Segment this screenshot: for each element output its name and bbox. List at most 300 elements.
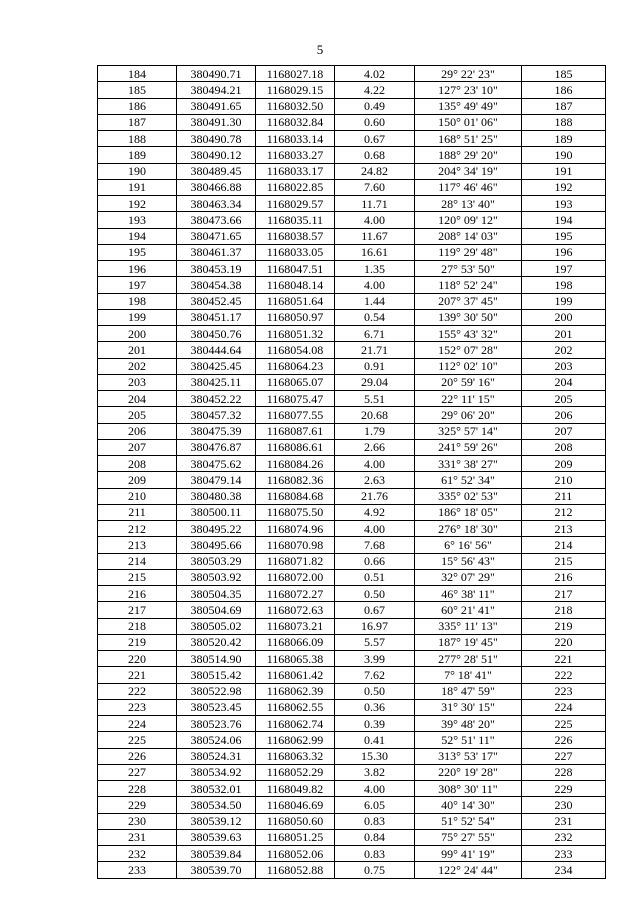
x-coordinate-cell: 380452.45 (177, 293, 256, 309)
x-coordinate-cell: 380539.12 (177, 813, 256, 829)
x-coordinate-cell: 380532.01 (177, 781, 256, 797)
point-to-cell: 230 (522, 797, 606, 813)
distance-cell: 0.54 (335, 309, 415, 325)
bearing-cell: 277° 28' 51" (415, 651, 522, 667)
table-row (98, 163, 606, 179)
x-coordinate-cell: 380461.37 (177, 244, 256, 260)
point-from-cell: 204 (98, 391, 177, 407)
distance-cell: 4.22 (335, 82, 415, 98)
y-coordinate-cell: 1168050.60 (256, 813, 335, 829)
bearing-cell: 331° 38' 27" (415, 456, 522, 472)
point-to-cell: 195 (522, 228, 606, 244)
point-from-cell: 198 (98, 293, 177, 309)
distance-cell: 5.51 (335, 391, 415, 407)
bearing-cell: 220° 19' 28" (415, 764, 522, 780)
y-coordinate-cell: 1168051.64 (256, 293, 335, 309)
x-coordinate-cell: 380475.62 (177, 456, 256, 472)
point-to-cell: 220 (522, 634, 606, 650)
table-row (98, 602, 606, 618)
y-coordinate-cell: 1168033.14 (256, 131, 335, 147)
x-coordinate-cell: 380463.34 (177, 196, 256, 212)
y-coordinate-cell: 1168065.07 (256, 374, 335, 390)
y-coordinate-cell: 1168062.39 (256, 683, 335, 699)
distance-cell: 4.00 (335, 277, 415, 293)
point-to-cell: 224 (522, 699, 606, 715)
bearing-cell: 188° 29' 20" (415, 147, 522, 163)
bearing-cell: 335° 11' 13" (415, 618, 522, 634)
x-coordinate-cell: 380514.90 (177, 651, 256, 667)
y-coordinate-cell: 1168086.61 (256, 439, 335, 455)
table-row (98, 147, 606, 163)
table-row (98, 846, 606, 862)
x-coordinate-cell: 380450.76 (177, 326, 256, 342)
point-from-cell: 210 (98, 488, 177, 504)
y-coordinate-cell: 1168084.26 (256, 456, 335, 472)
point-from-cell: 207 (98, 439, 177, 455)
bearing-cell: 75° 27' 55" (415, 829, 522, 845)
point-to-cell: 211 (522, 488, 606, 504)
table-row (98, 504, 606, 520)
point-from-cell: 218 (98, 618, 177, 634)
table-row (98, 634, 606, 650)
y-coordinate-cell: 1168033.05 (256, 244, 335, 260)
point-to-cell: 213 (522, 521, 606, 537)
table-row (98, 764, 606, 780)
distance-cell: 21.76 (335, 488, 415, 504)
point-to-cell: 207 (522, 423, 606, 439)
bearing-cell: 139° 30' 50" (415, 309, 522, 325)
bearing-cell: 51° 52' 54" (415, 813, 522, 829)
y-coordinate-cell: 1168054.08 (256, 342, 335, 358)
point-to-cell: 197 (522, 261, 606, 277)
table-row (98, 66, 606, 82)
point-from-cell: 216 (98, 586, 177, 602)
bearing-cell: 39° 48' 20" (415, 716, 522, 732)
table-row (98, 407, 606, 423)
point-from-cell: 232 (98, 846, 177, 862)
x-coordinate-cell: 380491.65 (177, 98, 256, 114)
point-from-cell: 212 (98, 521, 177, 537)
y-coordinate-cell: 1168062.99 (256, 732, 335, 748)
point-from-cell: 195 (98, 244, 177, 260)
point-to-cell: 227 (522, 748, 606, 764)
x-coordinate-cell: 380479.14 (177, 472, 256, 488)
x-coordinate-cell: 380500.11 (177, 504, 256, 520)
point-to-cell: 188 (522, 114, 606, 130)
y-coordinate-cell: 1168046.69 (256, 797, 335, 813)
y-coordinate-cell: 1168032.84 (256, 114, 335, 130)
table-row (98, 651, 606, 667)
distance-cell: 2.63 (335, 472, 415, 488)
distance-cell: 3.82 (335, 764, 415, 780)
point-from-cell: 221 (98, 667, 177, 683)
y-coordinate-cell: 1168048.14 (256, 277, 335, 293)
bearing-cell: 186° 18' 05" (415, 504, 522, 520)
y-coordinate-cell: 1168049.82 (256, 781, 335, 797)
point-to-cell: 219 (522, 618, 606, 634)
distance-cell: 0.49 (335, 98, 415, 114)
x-coordinate-cell: 380539.84 (177, 846, 256, 862)
table-row (98, 618, 606, 634)
point-from-cell: 214 (98, 553, 177, 569)
table-row (98, 374, 606, 390)
table-row (98, 781, 606, 797)
point-from-cell: 200 (98, 326, 177, 342)
x-coordinate-cell: 380425.45 (177, 358, 256, 374)
point-from-cell: 219 (98, 634, 177, 650)
y-coordinate-cell: 1168066.09 (256, 634, 335, 650)
y-coordinate-cell: 1168082.36 (256, 472, 335, 488)
x-coordinate-cell: 380452.22 (177, 391, 256, 407)
point-from-cell: 199 (98, 309, 177, 325)
table-row (98, 716, 606, 732)
y-coordinate-cell: 1168032.50 (256, 98, 335, 114)
point-from-cell: 185 (98, 82, 177, 98)
point-to-cell: 202 (522, 342, 606, 358)
point-to-cell: 206 (522, 407, 606, 423)
y-coordinate-cell: 1168050.97 (256, 309, 335, 325)
x-coordinate-cell: 380539.63 (177, 829, 256, 845)
y-coordinate-cell: 1168087.61 (256, 423, 335, 439)
x-coordinate-cell: 380490.71 (177, 66, 256, 82)
point-to-cell: 217 (522, 586, 606, 602)
table-row (98, 244, 606, 260)
point-from-cell: 224 (98, 716, 177, 732)
table-row (98, 521, 606, 537)
point-to-cell: 191 (522, 163, 606, 179)
distance-cell: 4.00 (335, 212, 415, 228)
bearing-cell: 29° 06' 20" (415, 407, 522, 423)
bearing-cell: 46° 38' 11" (415, 586, 522, 602)
point-to-cell: 225 (522, 716, 606, 732)
point-from-cell: 222 (98, 683, 177, 699)
point-from-cell: 192 (98, 196, 177, 212)
y-coordinate-cell: 1168029.15 (256, 82, 335, 98)
table-row (98, 342, 606, 358)
point-from-cell: 213 (98, 537, 177, 553)
y-coordinate-cell: 1168033.17 (256, 163, 335, 179)
bearing-cell: 112° 02' 10" (415, 358, 522, 374)
point-from-cell: 194 (98, 228, 177, 244)
table-body (98, 66, 606, 879)
y-coordinate-cell: 1168062.55 (256, 699, 335, 715)
x-coordinate-cell: 380425.11 (177, 374, 256, 390)
table-row (98, 228, 606, 244)
table-row (98, 456, 606, 472)
point-from-cell: 231 (98, 829, 177, 845)
table-row (98, 196, 606, 212)
table-row (98, 277, 606, 293)
bearing-cell: 241° 59' 26" (415, 439, 522, 455)
x-coordinate-cell: 380454.38 (177, 277, 256, 293)
bearing-cell: 135° 49' 49" (415, 98, 522, 114)
point-to-cell: 231 (522, 813, 606, 829)
point-to-cell: 205 (522, 391, 606, 407)
x-coordinate-cell: 380457.32 (177, 407, 256, 423)
bearing-cell: 118° 52' 24" (415, 277, 522, 293)
bearing-cell: 187° 19' 45" (415, 634, 522, 650)
x-coordinate-cell: 380495.22 (177, 521, 256, 537)
x-coordinate-cell: 380471.65 (177, 228, 256, 244)
table-row (98, 813, 606, 829)
page-number: 5 (316, 42, 324, 57)
bearing-cell: 29° 22' 23" (415, 66, 522, 82)
x-coordinate-cell: 380523.76 (177, 716, 256, 732)
point-from-cell: 202 (98, 358, 177, 374)
table-row (98, 797, 606, 813)
table-row (98, 391, 606, 407)
distance-cell: 15.30 (335, 748, 415, 764)
point-from-cell: 233 (98, 862, 177, 878)
distance-cell: 16.61 (335, 244, 415, 260)
table-row (98, 212, 606, 228)
point-from-cell: 205 (98, 407, 177, 423)
point-to-cell: 190 (522, 147, 606, 163)
bearing-cell: 313° 53' 17" (415, 748, 522, 764)
bearing-cell: 204° 34' 19" (415, 163, 522, 179)
distance-cell: 0.41 (335, 732, 415, 748)
distance-cell: 11.67 (335, 228, 415, 244)
point-to-cell: 189 (522, 131, 606, 147)
point-to-cell: 234 (522, 862, 606, 878)
x-coordinate-cell: 380504.69 (177, 602, 256, 618)
table-row (98, 261, 606, 277)
point-from-cell: 215 (98, 569, 177, 585)
x-coordinate-cell: 380524.06 (177, 732, 256, 748)
distance-cell: 4.02 (335, 66, 415, 82)
y-coordinate-cell: 1168084.68 (256, 488, 335, 504)
table-row (98, 309, 606, 325)
x-coordinate-cell: 380523.45 (177, 699, 256, 715)
table-row (98, 683, 606, 699)
distance-cell: 4.00 (335, 521, 415, 537)
point-from-cell: 229 (98, 797, 177, 813)
point-to-cell: 212 (522, 504, 606, 520)
distance-cell: 0.39 (335, 716, 415, 732)
table-row (98, 82, 606, 98)
x-coordinate-cell: 380490.12 (177, 147, 256, 163)
distance-cell: 0.60 (335, 114, 415, 130)
x-coordinate-cell: 380490.78 (177, 131, 256, 147)
table-row (98, 439, 606, 455)
x-coordinate-cell: 380515.42 (177, 667, 256, 683)
point-from-cell: 211 (98, 504, 177, 520)
point-from-cell: 196 (98, 261, 177, 277)
point-from-cell: 230 (98, 813, 177, 829)
point-to-cell: 185 (522, 66, 606, 82)
y-coordinate-cell: 1168074.96 (256, 521, 335, 537)
point-from-cell: 187 (98, 114, 177, 130)
x-coordinate-cell: 380505.02 (177, 618, 256, 634)
table-row (98, 488, 606, 504)
bearing-cell: 120° 09' 12" (415, 212, 522, 228)
table-row (98, 179, 606, 195)
point-to-cell: 216 (522, 569, 606, 585)
point-to-cell: 215 (522, 553, 606, 569)
y-coordinate-cell: 1168077.55 (256, 407, 335, 423)
x-coordinate-cell: 380494.21 (177, 82, 256, 98)
point-to-cell: 223 (522, 683, 606, 699)
y-coordinate-cell: 1168051.25 (256, 829, 335, 845)
x-coordinate-cell: 380534.50 (177, 797, 256, 813)
y-coordinate-cell: 1168063.32 (256, 748, 335, 764)
point-to-cell: 218 (522, 602, 606, 618)
distance-cell: 1.79 (335, 423, 415, 439)
bearing-cell: 60° 21' 41" (415, 602, 522, 618)
x-coordinate-cell: 380503.29 (177, 553, 256, 569)
bearing-cell: 52° 51' 11" (415, 732, 522, 748)
y-coordinate-cell: 1168038.57 (256, 228, 335, 244)
x-coordinate-cell: 380451.17 (177, 309, 256, 325)
y-coordinate-cell: 1168027.18 (256, 66, 335, 82)
point-from-cell: 206 (98, 423, 177, 439)
x-coordinate-cell: 380480.38 (177, 488, 256, 504)
y-coordinate-cell: 1168072.63 (256, 602, 335, 618)
point-to-cell: 233 (522, 846, 606, 862)
point-from-cell: 203 (98, 374, 177, 390)
table-row (98, 667, 606, 683)
distance-cell: 3.99 (335, 651, 415, 667)
point-from-cell: 191 (98, 179, 177, 195)
bearing-cell: 308° 30' 11" (415, 781, 522, 797)
distance-cell: 5.57 (335, 634, 415, 650)
point-from-cell: 190 (98, 163, 177, 179)
bearing-cell: 150° 01' 06" (415, 114, 522, 130)
distance-cell: 7.60 (335, 179, 415, 195)
bearing-cell: 31° 30' 15" (415, 699, 522, 715)
bearing-cell: 7° 18' 41" (415, 667, 522, 683)
table-row (98, 98, 606, 114)
table-row (98, 569, 606, 585)
distance-cell: 0.66 (335, 553, 415, 569)
y-coordinate-cell: 1168052.88 (256, 862, 335, 878)
x-coordinate-cell: 380473.66 (177, 212, 256, 228)
point-from-cell: 227 (98, 764, 177, 780)
y-coordinate-cell: 1168061.42 (256, 667, 335, 683)
bearing-cell: 155° 43' 32" (415, 326, 522, 342)
bearing-cell: 207° 37' 45" (415, 293, 522, 309)
x-coordinate-cell: 380489.45 (177, 163, 256, 179)
y-coordinate-cell: 1168064.23 (256, 358, 335, 374)
point-to-cell: 214 (522, 537, 606, 553)
y-coordinate-cell: 1168052.29 (256, 764, 335, 780)
distance-cell: 0.51 (335, 569, 415, 585)
bearing-cell: 168° 51' 25" (415, 131, 522, 147)
y-coordinate-cell: 1168035.11 (256, 212, 335, 228)
point-from-cell: 184 (98, 66, 177, 82)
distance-cell: 0.84 (335, 829, 415, 845)
y-coordinate-cell: 1168047.51 (256, 261, 335, 277)
table-row (98, 472, 606, 488)
distance-cell: 0.75 (335, 862, 415, 878)
point-from-cell: 193 (98, 212, 177, 228)
point-from-cell: 208 (98, 456, 177, 472)
point-from-cell: 223 (98, 699, 177, 715)
bearing-cell: 117° 46' 46" (415, 179, 522, 195)
distance-cell: 0.36 (335, 699, 415, 715)
point-to-cell: 209 (522, 456, 606, 472)
point-from-cell: 197 (98, 277, 177, 293)
table-row (98, 699, 606, 715)
distance-cell: 0.83 (335, 846, 415, 862)
distance-cell: 7.68 (335, 537, 415, 553)
point-from-cell: 201 (98, 342, 177, 358)
y-coordinate-cell: 1168022.85 (256, 179, 335, 195)
point-to-cell: 229 (522, 781, 606, 797)
distance-cell: 2.66 (335, 439, 415, 455)
point-from-cell: 225 (98, 732, 177, 748)
bearing-cell: 28° 13' 40" (415, 196, 522, 212)
bearing-cell: 22° 11' 15" (415, 391, 522, 407)
x-coordinate-cell: 380539.70 (177, 862, 256, 878)
point-from-cell: 209 (98, 472, 177, 488)
distance-cell: 0.50 (335, 586, 415, 602)
table-row (98, 358, 606, 374)
table-row (98, 131, 606, 147)
distance-cell: 20.68 (335, 407, 415, 423)
bearing-cell: 40° 14' 30" (415, 797, 522, 813)
distance-cell: 6.71 (335, 326, 415, 342)
table-row (98, 114, 606, 130)
point-to-cell: 200 (522, 309, 606, 325)
point-to-cell: 198 (522, 277, 606, 293)
bearing-cell: 27° 53' 50" (415, 261, 522, 277)
distance-cell: 1.44 (335, 293, 415, 309)
x-coordinate-cell: 380476.87 (177, 439, 256, 455)
x-coordinate-cell: 380453.19 (177, 261, 256, 277)
point-to-cell: 221 (522, 651, 606, 667)
distance-cell: 0.68 (335, 147, 415, 163)
point-from-cell: 217 (98, 602, 177, 618)
x-coordinate-cell: 380491.30 (177, 114, 256, 130)
point-from-cell: 186 (98, 98, 177, 114)
bearing-cell: 61° 52' 34" (415, 472, 522, 488)
bearing-cell: 208° 14' 03" (415, 228, 522, 244)
point-from-cell: 226 (98, 748, 177, 764)
point-from-cell: 188 (98, 131, 177, 147)
distance-cell: 16.97 (335, 618, 415, 634)
point-to-cell: 222 (522, 667, 606, 683)
point-to-cell: 232 (522, 829, 606, 845)
bearing-cell: 122° 24' 44" (415, 862, 522, 878)
bearing-cell: 15° 56' 43" (415, 553, 522, 569)
bearing-cell: 6° 16' 56" (415, 537, 522, 553)
bearing-cell: 99° 41' 19" (415, 846, 522, 862)
table-row (98, 862, 606, 878)
bearing-cell: 18° 47' 59" (415, 683, 522, 699)
y-coordinate-cell: 1168051.32 (256, 326, 335, 342)
bearing-cell: 119° 29' 48" (415, 244, 522, 260)
distance-cell: 0.67 (335, 602, 415, 618)
point-to-cell: 226 (522, 732, 606, 748)
distance-cell: 6.05 (335, 797, 415, 813)
point-to-cell: 201 (522, 326, 606, 342)
distance-cell: 7.62 (335, 667, 415, 683)
table-row (98, 423, 606, 439)
y-coordinate-cell: 1168075.50 (256, 504, 335, 520)
x-coordinate-cell: 380475.39 (177, 423, 256, 439)
table-row (98, 326, 606, 342)
distance-cell: 0.50 (335, 683, 415, 699)
point-to-cell: 193 (522, 196, 606, 212)
coordinate-table (97, 65, 606, 879)
x-coordinate-cell: 380466.88 (177, 179, 256, 195)
bearing-cell: 325° 57' 14" (415, 423, 522, 439)
y-coordinate-cell: 1168075.47 (256, 391, 335, 407)
distance-cell: 29.04 (335, 374, 415, 390)
table-row (98, 537, 606, 553)
distance-cell: 0.67 (335, 131, 415, 147)
